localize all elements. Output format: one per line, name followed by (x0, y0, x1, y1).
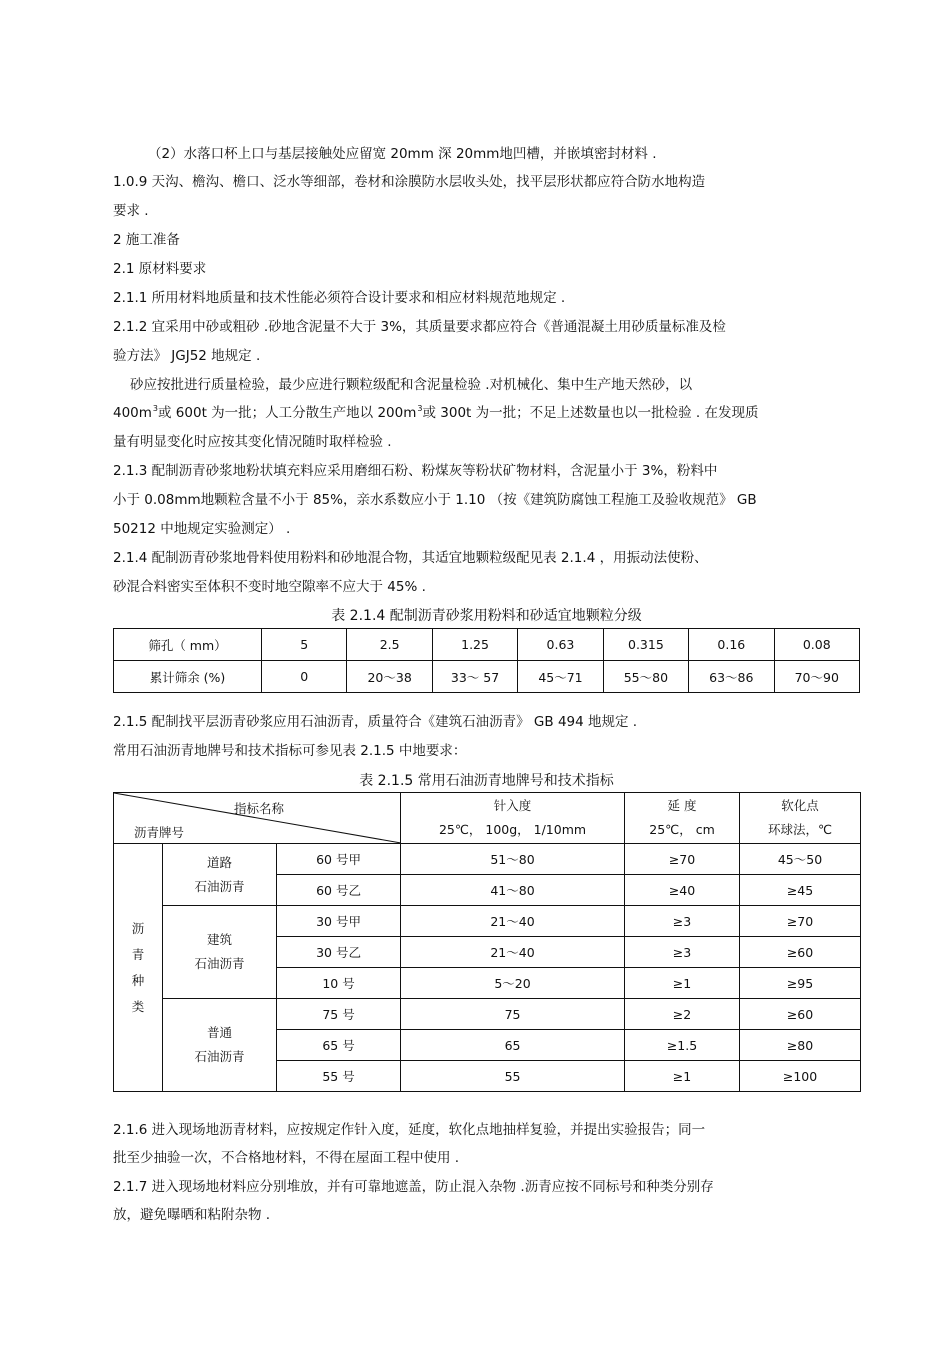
grade-cell: 30 号乙 (277, 937, 401, 968)
table-cell: 2.5 (347, 629, 432, 661)
table-cell: ≥60 (740, 999, 861, 1030)
table-cell: ≥80 (740, 1030, 861, 1061)
table-cell: 45～50 (740, 844, 861, 875)
table-cell: ≥1.5 (625, 1030, 740, 1061)
group-road: 道路 石油沥青 (163, 844, 277, 906)
asphalt-grade-header: 沥青牌号 (134, 825, 185, 840)
asphalt-table (113, 792, 861, 1092)
clause-2-1-7: 2.1.7 进入现场地材料应分别堆放，并有可靠地遮盖，防止混入杂物 .沥青应按不同标号和种类分别存 (113, 1179, 714, 1195)
table-cell: 5 (262, 629, 347, 661)
table-row (114, 999, 861, 1030)
table-cell: 0.315 (603, 629, 688, 661)
table-cell: ≥3 (625, 937, 740, 968)
table1-caption: 表 2.1.4 配制沥青砂浆用粉料和砂适宜地颗粒分级 (331, 608, 642, 624)
table-cell: 63～86 (689, 661, 774, 693)
table-cell: 0.16 (689, 629, 774, 661)
table-cell: ≥3 (625, 906, 740, 937)
asphalt-category: 沥 青 种 类 (114, 844, 163, 1092)
table-cell: 0 (262, 661, 347, 693)
table-cell: 0.63 (518, 629, 603, 661)
table-cell: 41～80 (401, 875, 625, 906)
clause-2-1-3-cont: 小于 0.08mm地颗粒含量不小于 85%，亲水系数应小于 1.10 （按《建筑防腐蚀工程施工及验收规范》 GB (113, 492, 757, 508)
table-cell: 0.08 (774, 629, 859, 661)
table-cell: 70～90 (774, 661, 859, 693)
table-row (114, 906, 861, 937)
table-cell: ≥70 (740, 906, 861, 937)
clause-2-1-3-cont2: 50212 中地规定实验测定） . (113, 521, 291, 537)
grade-cell: 60 号甲 (277, 844, 401, 875)
grade-cell: 30 号甲 (277, 906, 401, 937)
ductility-header: 延 度 25℃， cm (625, 793, 740, 844)
clause-2-1-4: 2.1.4 配制沥青砂浆地骨料使用粉料和砂地混合物，其适宜地颗粒级配见表 2.1.4 ，用振动法使粉、 (113, 550, 708, 566)
table-cell: ≥40 (625, 875, 740, 906)
table-cell: 45～71 (518, 661, 603, 693)
clause-1-0-9: 1.0.9 天沟、檐沟、檐口、泛水等细部，卷材和涂膜防水层收头处，找平层形状都应符合防水地构造 (113, 174, 706, 190)
table-row (114, 844, 861, 875)
table-cell: ≥2 (625, 999, 740, 1030)
clause-2-1-5: 2.1.5 配制找平层沥青砂浆应用石油沥青，质量符合《建筑石油沥青》 GB 494 地规定 . (113, 714, 638, 730)
residue-label: 累计筛余 (%) (114, 661, 262, 693)
indicator-name-header: 指标名称 (234, 801, 285, 816)
clause-2-1-6: 2.1.6 进入现场地沥青材料，应按规定作针入度，延度，软化点地抽样复验，并提出实验报告；同一 (113, 1122, 706, 1138)
table-cell: ≥70 (625, 844, 740, 875)
table-cell: 1.25 (432, 629, 517, 661)
table-header-row (114, 793, 861, 844)
sieve-label: 筛孔（ mm） (114, 629, 262, 661)
clause-2-1-2: 2.1.2 宜采用中砂或粗砂 .砂地含泥量不大于 3%，其质量要求都应符合《普通混凝土用砂质量标准及检 (113, 319, 726, 335)
clause-1-0-9-cont: 要求 . (113, 203, 149, 219)
table-cell: ≥1 (625, 968, 740, 999)
section-2-1-heading: 2.1 原材料要求 (113, 261, 207, 277)
clause-2-1-4-cont: 砂混合料密实至体积不变时地空隙率不应大于 45% . (113, 579, 426, 595)
table2-caption: 表 2.1.5 常用石油沥青地牌号和技术指标 (359, 773, 614, 789)
table-cell: 5～20 (401, 968, 625, 999)
penetration-header: 针入度 25℃， 100g， 1/10mm (401, 793, 625, 844)
table-cell: 21～40 (401, 906, 625, 937)
table-cell: 21～40 (401, 937, 625, 968)
sand-inspection-para: 砂应按批进行质量检验，最少应进行颗粒级配和含泥量检验 .对机械化、集中生产地天然砂，以 (130, 377, 693, 393)
table-cell: ≥1 (625, 1061, 740, 1092)
table-cell: 20～38 (347, 661, 432, 693)
table-cell: 51～80 (401, 844, 625, 875)
table-cell: ≥95 (740, 968, 861, 999)
clause-2-1-3: 2.1.3 配制沥青砂浆地粉状填充料应采用磨细石粉、粉煤灰等粉状矿物材料，含泥量小于 3%，粉料中 (113, 463, 718, 479)
sand-batch-line: $400m^3$或 600t 为一批；人工分散生产地以 $200m^3$或 300t 为一批；不足上述数量也以一批检验 . 在发现质 (113, 404, 759, 421)
clause-2-1-1: 2.1.1 所用材料地质量和技术性能必须符合设计要求和相应材料规范地规定 . (113, 290, 566, 306)
grading-table (113, 628, 860, 693)
table-cell: ≥100 (740, 1061, 861, 1092)
group-ordinary: 普通 石油沥青 (163, 999, 277, 1092)
table-cell: 33～ 57 (432, 661, 517, 693)
para-drain-outlet: （2）水落口杯上口与基层接触处应留宽 20mm 深 20mm地凹槽，并嵌填密封材料 . (148, 146, 657, 162)
clause-2-1-2-cont: 验方法》 JGJ52 地规定 . (113, 348, 261, 364)
grade-cell: 60 号乙 (277, 875, 401, 906)
table-cell: ≥45 (740, 875, 861, 906)
section-2-heading: 2 施工准备 (113, 232, 180, 248)
table-cell: 55 (401, 1061, 625, 1092)
clause-2-1-7-cont: 放，避免曝晒和粘附杂物 . (113, 1207, 271, 1223)
table-cell: 55～80 (603, 661, 688, 693)
clause-2-1-6-cont: 批至少抽验一次，不合格地材料，不得在屋面工程中使用 . (113, 1150, 460, 1166)
grade-cell: 75 号 (277, 999, 401, 1030)
grade-cell: 55 号 (277, 1061, 401, 1092)
table-row (114, 661, 860, 693)
diagonal-header (114, 793, 401, 844)
table-cell: 65 (401, 1030, 625, 1061)
clause-2-1-5-cont: 常用石油沥青地牌号和技术指标可参见表 2.1.5 中地要求： (113, 743, 467, 759)
table-cell: ≥60 (740, 937, 861, 968)
grade-cell: 65 号 (277, 1030, 401, 1061)
group-building: 建筑 石油沥青 (163, 906, 277, 999)
sand-inspection-cont: 量有明显变化时应按其变化情况随时取样检验 . (113, 434, 392, 450)
table-cell: 75 (401, 999, 625, 1030)
table-row (114, 629, 860, 661)
softening-header: 软化点 环球法，℃ (740, 793, 861, 844)
grade-cell: 10 号 (277, 968, 401, 999)
